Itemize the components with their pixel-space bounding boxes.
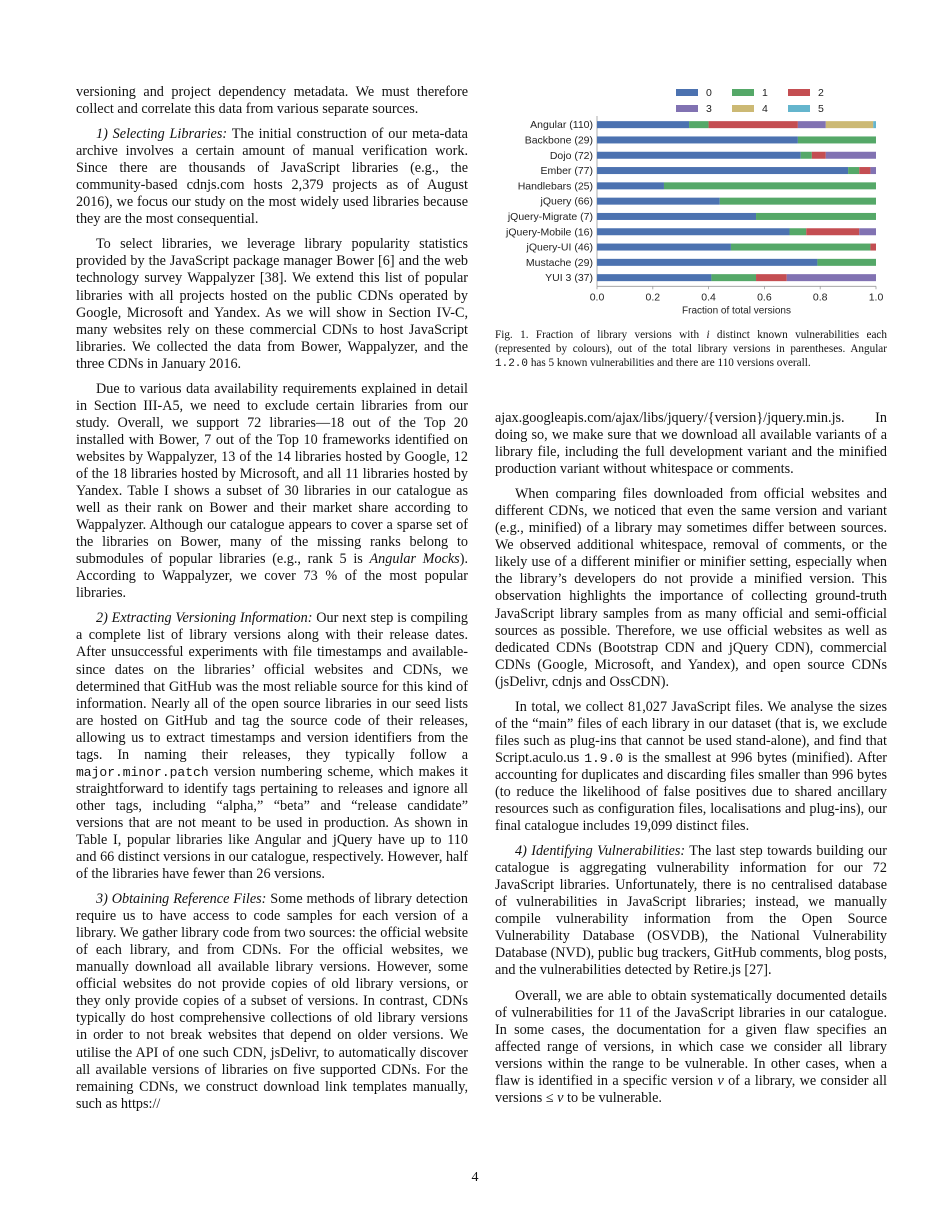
category-label: jQuery (66) <box>540 195 593 208</box>
paragraph-text: of a library, we consider all versions ≤ <box>495 1072 887 1106</box>
emphasis: Angular Mocks <box>369 551 460 568</box>
bar-segment-2 <box>709 121 798 128</box>
paragraph: To select libraries, we leverage library popularity statistics provided by the JavaScript package manager Bower [6] and the web technology survey Wappalyzer [38]. We extend this list of popular libraries with all projects hosted on the public CDNs operated by Google, Microsoft and Yandex. As we will show in Section IV-C, many websites rely on these commercial CDNs to host JavaScript libraries. We collected the data from Bower, Wappalyzer, and the three CDNs in January 2016. <box>76 236 468 372</box>
paragraph-text: is the smallest at 996 bytes (minified). After accounting for duplicates and discarding files smaller than 996 bytes (to reduce the likelihood of false positives due to shared ancillary resources such as configuration files, localisations and plug-ins), our final catalogue includes 19,099 distinct files. <box>495 749 887 835</box>
inline-code: major.minor.patch <box>76 764 209 780</box>
bar-segment-1 <box>798 136 876 143</box>
bar-segment-2 <box>812 152 826 159</box>
category-label: jQuery-Migrate (7) <box>507 210 593 223</box>
bar-segment-2 <box>806 228 859 235</box>
subsection-title: 3) Obtaining Reference Files: <box>96 891 267 908</box>
caption-label: Fig. 1. <box>495 329 529 341</box>
bar-segment-1 <box>711 274 756 281</box>
paragraph <box>495 699 887 835</box>
paragraph <box>495 843 887 979</box>
paragraph: When comparing files downloaded from official websites and different CDNs, we noticed that even the same version and variant (e.g., minified) of a library may sometimes differ between sources. We observed additional whitespace, removal of comments, or the likely use of a different minifier or minifier setting, especially when the library’s developers do not provide a minified version. This observation highlights the importance of collecting ground-truth JavaScript library samples from as many official and semi-official sources as possible. Therefore, we use official websites as well as dedicated CDNs (Bootstrap CDN and jQuery CDN), commercial CDNs (Google, Microsoft, and Yandex), and open source CDNs (jsDelivr, cdnjs and OssCDN). <box>495 486 887 690</box>
bar-segment-2 <box>870 244 876 251</box>
x-axis-label: Fraction of total versions <box>682 305 791 317</box>
legend-swatch-0 <box>676 89 698 96</box>
paragraph: versioning and project dependency metadata. We must therefore collect and correlate this data from various separate sources. <box>76 84 468 118</box>
stacked-bar-chart <box>495 84 887 322</box>
bar-segment-3 <box>787 274 876 281</box>
bar-segment-0 <box>597 244 731 251</box>
x-tick-label: 0.2 <box>645 291 661 304</box>
bar-segment-5 <box>873 121 876 128</box>
category-label: Angular (110) <box>530 119 593 132</box>
paragraph-text: Some methods of library detection require us to have access to code samples for each version of a library. We gather library code from two sources: the official website of each library, and from CDNs. For the official websites, we manually download all available library versions. However, some official websites do not provide copies of old library versions, or they only provide copies of a subset of versions. In contrast, CDNs typically do host comprehensive collections of old library versions in order to not break websites that depend on older versions. We utilise the API of one such CDN, jsDelivr, to automatically discover all available versions of libraries on five supported CDNs. For the remaining CDNs, we construct download link templates manually, such as https:// <box>76 891 468 1112</box>
paragraph: ajax.googleapis.com/ajax/libs/jquery/{version}/jquery.min.js. In doing so, we make sure that we download all available variants of a library file, including the full development variant and the minified production variant without whitespace or comments. <box>495 410 887 478</box>
bar-segment-0 <box>597 259 817 266</box>
right-column <box>495 410 887 1115</box>
math-variable: v <box>557 1089 564 1106</box>
category-label: YUI 3 (37) <box>545 272 593 285</box>
subsection-title: 4) Identifying Vulnerabilities: <box>515 843 686 860</box>
category-label: Ember (77) <box>540 165 593 178</box>
legend-swatch-1 <box>732 89 754 96</box>
category-label: Handlebars (25) <box>517 180 593 193</box>
bar-segment-3 <box>859 228 876 235</box>
math-variable: v <box>717 1072 724 1089</box>
paragraph-text: to be vulnerable. <box>563 1089 662 1106</box>
bar-segment-0 <box>597 213 756 220</box>
left-column <box>76 84 468 1121</box>
legend-label-1: 1 <box>762 87 768 99</box>
figure-caption <box>495 328 887 372</box>
paragraph-text: The last step towards building our catalogue is aggregating vulnerability information for our 72 JavaScript libraries. Unfortunately, there is no centralised database of vulnerabilities in JavaScript libraries; instead, we manually compile vulnerability information from the Open Source Vulnerability Database (OSVDB), the National Vulnerability Database (NVD), public bug trackers, GitHub comments, blog posts, and the vulnerabilities detected by Retire.js [27]. <box>495 843 887 979</box>
paragraph-text: In total, we collect 81,027 JavaScript files. We analyse the sizes of the “main” files of each library in our dataset (that is, we exclude files such as plug-ins that cannot be used stand-alone), and find that Script.aculo.us <box>495 698 887 766</box>
bar-segment-1 <box>664 182 876 189</box>
paragraph <box>76 381 468 603</box>
x-tick-label: 0.4 <box>701 291 716 304</box>
category-label: jQuery-Mobile (16) <box>506 226 593 239</box>
legend-swatch-5 <box>788 105 810 112</box>
paragraph-text: Due to various data availability requirements explained in detail in Section III-A5, we need to exclude certain libraries from our study. Overall, we support 72 libraries—18 out of the Top 20 installed with Bower, 7 out of the Top 10 frameworks identified on websites by Wappalyzer, 13 of the 14 libraries hosted by Google, 12 of the 18 libraries hosted by Microsoft, and all 11 libraries hosted by Yandex. Table I shows a subset of 30 libraries in our catalogue as well as their rank on Bower and their market share according to Wappalyzer. Although our catalogue appears to cover a sparse set of the libraries on Bower, many of the missing ranks belong to submodules of popular libraries (e.g., rank 5 is <box>76 380 468 568</box>
bar-segment-2 <box>859 167 870 174</box>
bar-segment-1 <box>817 259 876 266</box>
caption-text: Fraction of library versions with <box>528 329 707 341</box>
bar-segment-3 <box>798 121 826 128</box>
paragraph-text: Overall, we are able to obtain systematically documented details of vulnerabilities for 11 of the JavaScript libraries in our catalogue. In some cases, the documentation for a given flaw specifies an affected range of versions, in which case we consider all library versions within the range to be vulnerable. In other cases, when a flaw is identified in a specific version <box>495 987 887 1089</box>
bar-segment-1 <box>790 228 807 235</box>
legend-label-3: 3 <box>706 103 712 115</box>
subsection-title: 1) Selecting Libraries: <box>96 126 228 143</box>
inline-code: 1.2.0 <box>495 358 529 371</box>
legend-swatch-2 <box>788 89 810 96</box>
caption-variable: i <box>706 329 710 341</box>
paragraph-text: The initial construction of our meta-data archive involves a certain amount of manual verification work. Since there are thousands of JavaScript libraries (e.g., the community-based cdnjs.com hosts 2,379 projects as of August 2016), we focus our study on the most widely used libraries because they are the most consequential. <box>76 126 468 228</box>
bar-segment-1 <box>756 213 876 220</box>
bar-segment-0 <box>597 198 720 205</box>
bar-segment-0 <box>597 228 790 235</box>
paragraph <box>76 891 468 1113</box>
bar-segment-1 <box>801 152 812 159</box>
bar-segment-0 <box>597 152 801 159</box>
paragraph <box>76 610 468 883</box>
caption-text: has 5 known vulnerabilities and there are 110 versions overall. <box>528 357 811 370</box>
legend-swatch-4 <box>732 105 754 112</box>
legend-label-5: 5 <box>818 103 824 115</box>
bar-segment-2 <box>756 274 787 281</box>
paragraph-text: ). According to Wappalyzer, we cover 73 % of the most popular libraries. <box>76 551 468 602</box>
category-label: Mustache (29) <box>525 256 593 269</box>
category-label: Backbone (29) <box>524 134 593 147</box>
legend-label-0: 0 <box>706 87 712 99</box>
paragraph-text: Our next step is compiling a complete list of library versions along with their release dates. After unsuccessful experiments with file timestamps and available-since dates on the libraries’ official websites and CDNs, we determined that GitHub was the most reliable source for this kind of information. Nearly all of the open source libraries in our seed lists are hosted on GitHub and tag the source code of their releases, allowing us to extract timestamps and version identifiers from the tags. In naming their releases, they typically follow a <box>76 610 468 763</box>
bar-segment-1 <box>720 198 876 205</box>
category-label: Dojo (72) <box>549 149 593 162</box>
x-tick-label: 1.0 <box>868 291 884 304</box>
x-tick-label: 0.0 <box>589 291 605 304</box>
figure-1 <box>495 84 887 372</box>
x-tick-label: 0.8 <box>812 291 828 304</box>
legend-label-2: 2 <box>818 87 824 99</box>
caption-text: distinct known vulnerabilities each (represented by colours), out of the total library versions in parentheses. Angular <box>495 329 887 356</box>
bar-segment-0 <box>597 274 711 281</box>
bar-segment-3 <box>870 167 876 174</box>
bar-segment-1 <box>848 167 859 174</box>
bar-segment-3 <box>826 152 876 159</box>
inline-code: 1.9.0 <box>584 750 624 766</box>
subsection-title: 2) Extracting Versioning Information: <box>96 610 313 627</box>
bar-segment-0 <box>597 182 664 189</box>
paragraph <box>76 126 468 228</box>
bar-segment-1 <box>689 121 709 128</box>
category-label: jQuery-UI (46) <box>526 241 593 254</box>
bar-segment-1 <box>731 244 871 251</box>
legend-label-4: 4 <box>762 103 768 115</box>
legend-swatch-3 <box>676 105 698 112</box>
x-tick-label: 0.6 <box>757 291 772 304</box>
paragraph-text: version numbering scheme, which makes it straightforward to identify tags pertaining to releases and ignore all other tags, including “alpha,” “beta” and “release candidate” versions that are not meant to be used in production. As shown in Table I, popular libraries like Angular and jQuery have up to 110 and 66 distinct versions in our catalogue, respectively. However, half of the libraries have fewer than 26 versions. <box>76 763 468 883</box>
page-number: 4 <box>471 1170 479 1185</box>
bar-segment-4 <box>826 121 873 128</box>
bar-segment-0 <box>597 167 848 174</box>
paragraph <box>495 988 887 1107</box>
bar-segment-0 <box>597 121 689 128</box>
bar-segment-0 <box>597 136 798 143</box>
